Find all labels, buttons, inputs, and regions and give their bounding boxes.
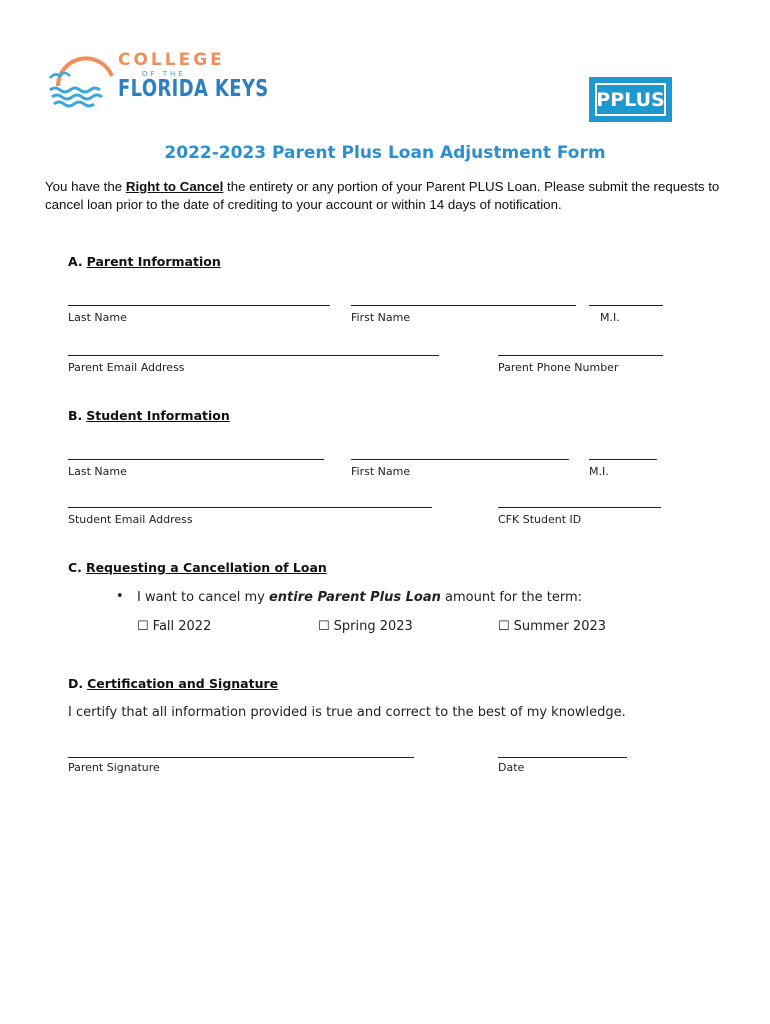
checkbox-icon[interactable]: ☐	[498, 619, 510, 634]
parent-last-name-field[interactable]	[68, 305, 330, 306]
section-a-title: Parent Information	[86, 254, 221, 269]
term-spring-label: Spring 2023	[333, 619, 413, 634]
logo-college-text: COLLEGE	[118, 50, 225, 70]
pplus-badge	[589, 77, 672, 122]
student-id-label: CFK Student ID	[498, 513, 582, 526]
section-c-letter: C.	[68, 560, 82, 575]
cancel-statement	[137, 590, 582, 605]
cancel-after: amount for the term:	[440, 590, 583, 605]
form-title: 2022-2023 Parent Plus Loan Adjustment Form	[164, 143, 606, 163]
term-option-fall[interactable]	[137, 619, 211, 634]
cancel-before: I want to cancel my	[137, 590, 269, 605]
date-field[interactable]	[498, 757, 627, 758]
section-c-title: Requesting a Cancellation of Loan	[85, 560, 327, 575]
student-last-name-field[interactable]	[68, 459, 324, 460]
intro-paragraph	[45, 178, 735, 214]
parent-mi-label: M.I.	[600, 311, 620, 324]
parent-signature-label: Parent Signature	[68, 761, 160, 774]
term-option-summer[interactable]	[498, 619, 606, 634]
student-first-name-field[interactable]	[351, 459, 569, 460]
pplus-badge-text: PPLUS	[595, 83, 666, 116]
section-a-letter: A.	[68, 254, 83, 269]
parent-last-name-label: Last Name	[68, 311, 127, 324]
intro-after: the entirety or any portion of your Parent PLUS Loan. Please submit the requests to cancel loan prior to the date of crediting to your account or within 14 days of notification.	[45, 179, 720, 212]
checkbox-icon[interactable]: ☐	[137, 619, 149, 634]
section-a-heading	[68, 254, 221, 269]
section-b-heading	[68, 408, 230, 423]
section-d-heading	[68, 676, 278, 691]
student-mi-label: M.I.	[589, 465, 609, 478]
parent-signature-field[interactable]	[68, 757, 414, 758]
student-last-name-label: Last Name	[68, 465, 127, 478]
logo-of-the-text: OF THE	[142, 70, 186, 78]
parent-email-label: Parent Email Address	[68, 361, 185, 374]
logo-florida-keys-text: FLORIDA KEYS	[118, 76, 269, 102]
student-first-name-label: First Name	[351, 465, 411, 478]
student-mi-field[interactable]	[589, 459, 657, 460]
parent-first-name-label: First Name	[351, 311, 411, 324]
term-fall-label: Fall 2022	[152, 619, 212, 634]
parent-mi-field[interactable]	[589, 305, 663, 306]
right-to-cancel-text: Right to Cancel	[125, 179, 224, 194]
section-b-title: Student Information	[86, 408, 230, 423]
cancel-emphasis: entire Parent Plus Loan	[268, 590, 441, 605]
student-id-field[interactable]	[498, 507, 661, 508]
section-d-letter: D.	[68, 676, 84, 691]
parent-phone-label: Parent Phone Number	[498, 361, 619, 374]
parent-first-name-field[interactable]	[351, 305, 576, 306]
student-email-field[interactable]	[68, 507, 432, 508]
checkbox-icon[interactable]: ☐	[318, 619, 330, 634]
bullet-icon: •	[116, 589, 124, 604]
student-email-label: Student Email Address	[68, 513, 193, 526]
term-option-spring[interactable]	[318, 619, 413, 634]
section-b-letter: B.	[68, 408, 83, 423]
parent-email-field[interactable]	[68, 355, 439, 356]
term-summer-label: Summer 2023	[513, 619, 607, 634]
section-d-title: Certification and Signature	[87, 676, 279, 691]
sun-waves-logo-icon	[44, 46, 114, 118]
intro-before: You have the	[45, 179, 126, 194]
section-c-heading	[68, 560, 327, 575]
date-label: Date	[498, 761, 525, 774]
certification-statement: I certify that all information provided is true and correct to the best of my knowledge.	[68, 705, 626, 720]
parent-phone-field[interactable]	[498, 355, 663, 356]
